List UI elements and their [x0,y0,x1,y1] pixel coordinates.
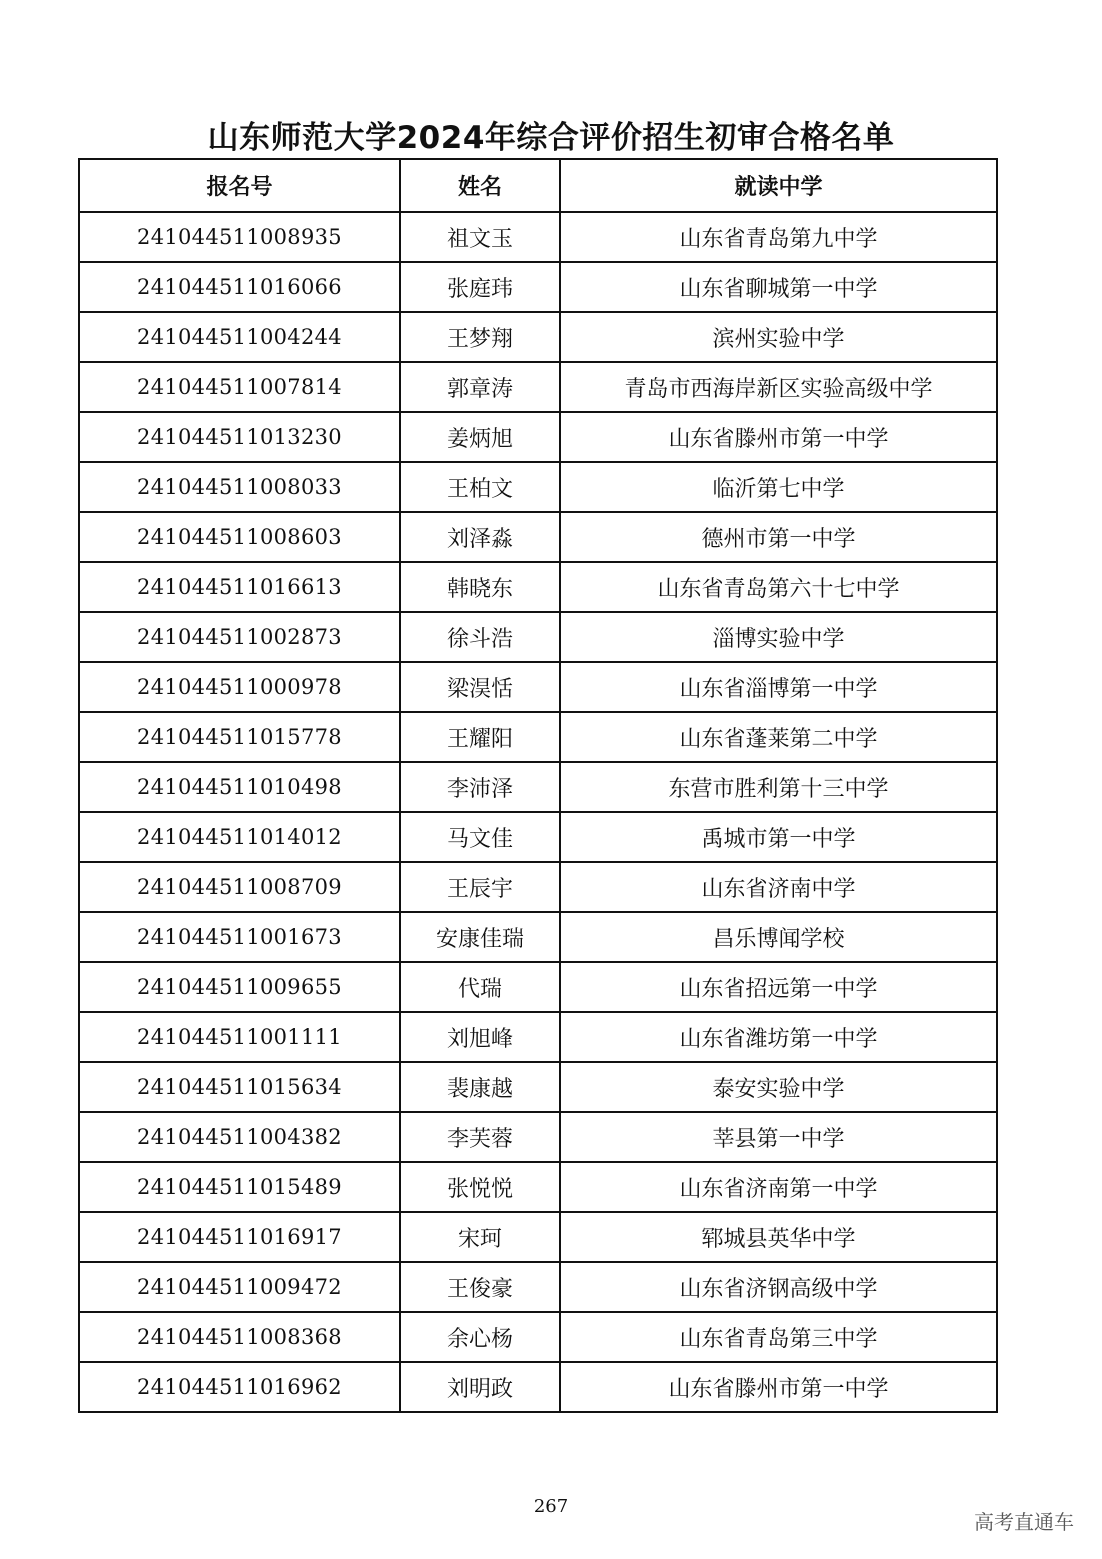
table-row [79,412,997,462]
cell-registration-number: 241044511016066 [79,262,400,312]
table-row [79,1012,997,1062]
cell-registration-number: 241044511015489 [79,1162,400,1212]
cell-registration-number: 241044511001673 [79,912,400,962]
table-row [79,362,997,412]
cell-registration-number: 241044511008368 [79,1312,400,1362]
table-row [79,262,997,312]
cell-school: 山东省济南第一中学 [560,1162,997,1212]
cell-name: 王耀阳 [400,712,560,762]
cell-registration-number: 241044511016613 [79,562,400,612]
table-header-row [79,159,997,212]
cell-school: 山东省蓬莱第二中学 [560,712,997,762]
table-row [79,212,997,262]
cell-registration-number: 241044511010498 [79,762,400,812]
cell-school: 山东省滕州市第一中学 [560,412,997,462]
cell-name: 李沛泽 [400,762,560,812]
table-row [79,762,997,812]
cell-registration-number: 241044511015634 [79,1062,400,1112]
cell-registration-number: 241044511009655 [79,962,400,1012]
cell-name: 余心杨 [400,1312,560,1362]
cell-registration-number: 241044511004244 [79,312,400,362]
cell-name: 张庭玮 [400,262,560,312]
cell-school: 东营市胜利第十三中学 [560,762,997,812]
cell-name: 刘泽淼 [400,512,560,562]
cell-name: 姜炳旭 [400,412,560,462]
cell-registration-number: 241044511007814 [79,362,400,412]
cell-school: 临沂第七中学 [560,462,997,512]
header-school: 就读中学 [560,159,997,212]
cell-school: 昌乐博闻学校 [560,912,997,962]
header-registration-number: 报名号 [79,159,400,212]
cell-school: 滨州实验中学 [560,312,997,362]
cell-school: 青岛市西海岸新区实验高级中学 [560,362,997,412]
table-row [79,812,997,862]
cell-registration-number: 241044511008033 [79,462,400,512]
qualified-list-table [78,158,998,1413]
watermark: 高考直通车 [974,1510,1074,1534]
table-row [79,1262,997,1312]
cell-name: 刘旭峰 [400,1012,560,1062]
cell-registration-number: 241044511016962 [79,1362,400,1412]
cell-school: 泰安实验中学 [560,1062,997,1112]
cell-name: 裴康越 [400,1062,560,1112]
cell-registration-number: 241044511001111 [79,1012,400,1062]
cell-name: 宋珂 [400,1212,560,1262]
cell-registration-number: 241044511014012 [79,812,400,862]
cell-registration-number: 241044511008709 [79,862,400,912]
cell-name: 代瑞 [400,962,560,1012]
table-row [79,1162,997,1212]
cell-school: 山东省青岛第九中学 [560,212,997,262]
page-number: 267 [533,1496,569,1517]
cell-school: 山东省潍坊第一中学 [560,1012,997,1062]
cell-school: 德州市第一中学 [560,512,997,562]
cell-name: 祖文玉 [400,212,560,262]
cell-school: 淄博实验中学 [560,612,997,662]
cell-school: 山东省淄博第一中学 [560,662,997,712]
cell-name: 马文佳 [400,812,560,862]
cell-name: 李芙蓉 [400,1112,560,1162]
cell-registration-number: 241044511002873 [79,612,400,662]
table-row [79,1062,997,1112]
table-row [79,912,997,962]
table-row [79,1312,997,1362]
cell-name: 徐斗浩 [400,612,560,662]
table-row [79,1212,997,1262]
cell-registration-number: 241044511013230 [79,412,400,462]
cell-name: 梁淏恬 [400,662,560,712]
cell-registration-number: 241044511008935 [79,212,400,262]
table-body [79,212,997,1412]
cell-school: 山东省青岛第六十七中学 [560,562,997,612]
cell-name: 王辰宇 [400,862,560,912]
table-row [79,612,997,662]
cell-registration-number: 241044511016917 [79,1212,400,1262]
cell-name: 安康佳瑞 [400,912,560,962]
table-row [79,512,997,562]
table-row [79,1112,997,1162]
table-row [79,462,997,512]
cell-registration-number: 241044511008603 [79,512,400,562]
cell-name: 郭章涛 [400,362,560,412]
cell-school: 山东省济南中学 [560,862,997,912]
cell-registration-number: 241044511009472 [79,1262,400,1312]
cell-registration-number: 241044511000978 [79,662,400,712]
cell-school: 郓城县英华中学 [560,1212,997,1262]
cell-school: 山东省聊城第一中学 [560,262,997,312]
cell-registration-number: 241044511004382 [79,1112,400,1162]
table-row [79,562,997,612]
cell-name: 张悦悦 [400,1162,560,1212]
table-row [79,662,997,712]
cell-school: 山东省青岛第三中学 [560,1312,997,1362]
cell-registration-number: 241044511015778 [79,712,400,762]
header-name: 姓名 [400,159,560,212]
table-row [79,862,997,912]
cell-name: 王柏文 [400,462,560,512]
cell-school: 莘县第一中学 [560,1112,997,1162]
cell-name: 刘明政 [400,1362,560,1412]
cell-school: 山东省招远第一中学 [560,962,997,1012]
table-row [79,712,997,762]
table-row [79,962,997,1012]
cell-school: 禹城市第一中学 [560,812,997,862]
table-row [79,312,997,362]
cell-school: 山东省滕州市第一中学 [560,1362,997,1412]
cell-name: 王梦翔 [400,312,560,362]
table-row [79,1362,997,1412]
cell-name: 韩晓东 [400,562,560,612]
cell-school: 山东省济钢高级中学 [560,1262,997,1312]
page-title: 山东师范大学2024年综合评价招生初审合格名单 [207,120,895,156]
cell-name: 王俊豪 [400,1262,560,1312]
